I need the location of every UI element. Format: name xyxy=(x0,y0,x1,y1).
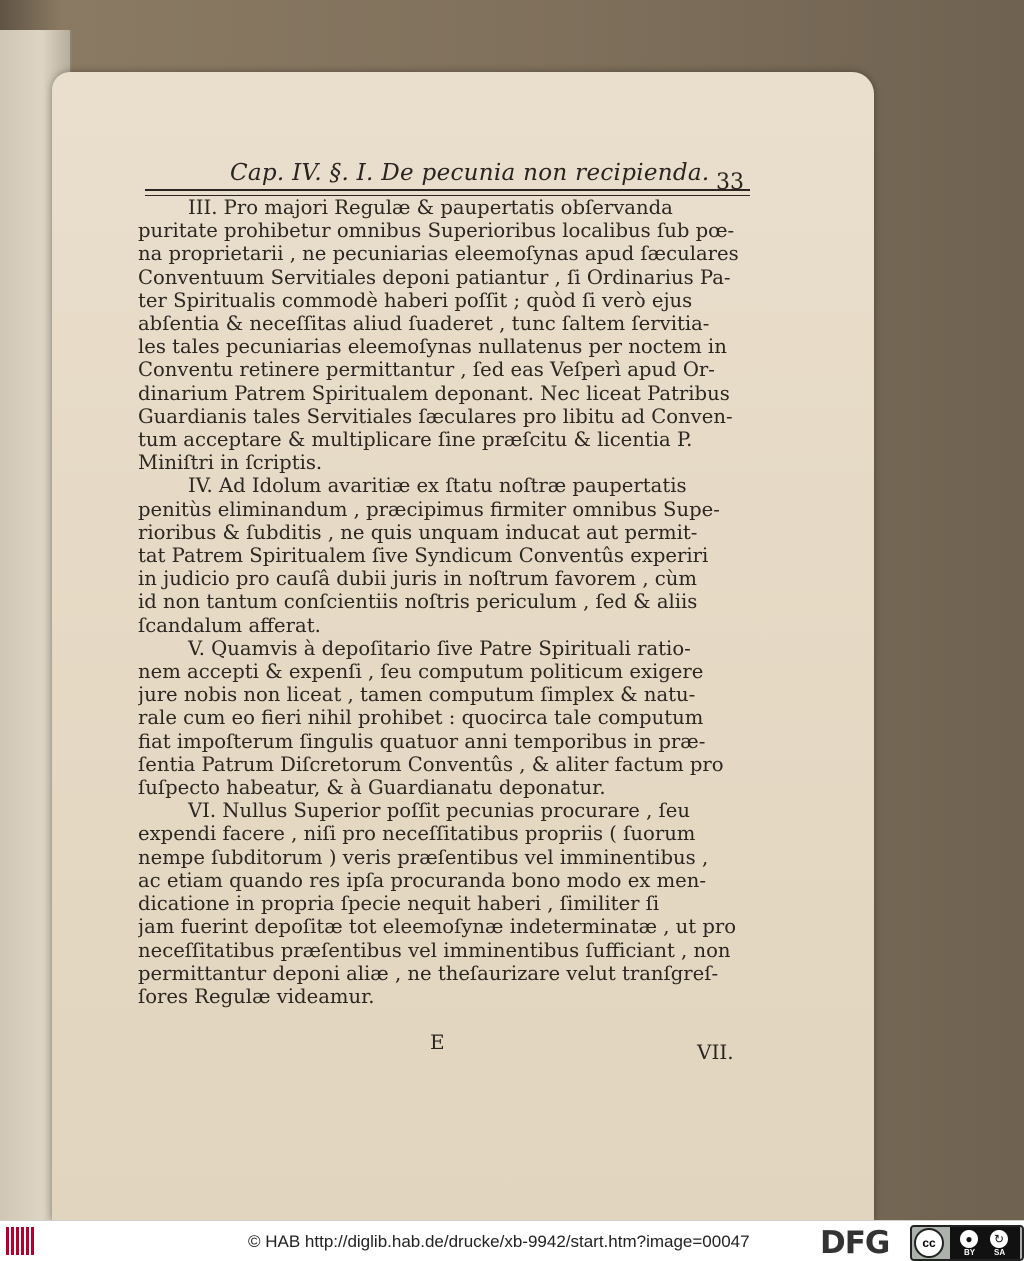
text-line: Conventu retinere permittantur , ſed eas Veſperì apud Or- xyxy=(138,358,715,382)
text-line: ſcandalum afferat. xyxy=(138,613,321,637)
text-line: rioribus & ſubditis , ne quis unquam inducat aut permit- xyxy=(138,520,698,544)
text-line: nem accepti & expenſi , ſeu computum politicum exigere xyxy=(138,660,704,684)
text-line: ſuſpecto habeatur, & à Guardianatu deponatur. xyxy=(138,776,606,800)
text-line: tat Patrem Spiritualem ſive Syndicum Conventûs experiri xyxy=(138,544,709,568)
header-rule xyxy=(145,189,750,196)
text-line: V. Quamvis à depoſitario ſive Patre Spirituali ratio- xyxy=(188,636,691,660)
text-line: id non tantum conſcientiis noſtris periculum , ſed & aliis xyxy=(138,590,698,614)
text-line: puritate prohibetur omnibus Superioribus localibus ſub pœ- xyxy=(138,219,735,243)
by-label: BY xyxy=(964,1248,976,1257)
paragraph-VI xyxy=(138,799,760,1008)
sa-label: SA xyxy=(994,1248,1006,1257)
text-line: jam fuerint depoſitæ tot eleemoſynæ indeterminatæ , ut pro xyxy=(138,915,737,939)
text-line: penitùs eliminandum , præcipimus firmiter omnibus Supe- xyxy=(138,497,720,521)
signature-mark: E xyxy=(430,1030,445,1054)
catchword: VII. xyxy=(697,1040,734,1064)
text-line: Conventuum Servitiales deponi patiantur , ſi Ordinarius Pa- xyxy=(138,265,731,289)
by-attribution-icon: ● xyxy=(960,1230,978,1248)
text-line: abſentia & neceſſitas aliud ſuaderet , tunc ſaltem ſervitia- xyxy=(138,312,710,336)
text-line: VI. Nullus Superior poſſit pecunias procurare , ſeu xyxy=(188,799,691,823)
text-line: ac etiam quando res ipſa procuranda bono modo ex men- xyxy=(138,868,706,892)
cc-license-badge[interactable] xyxy=(910,1225,1024,1261)
paragraph-III xyxy=(138,196,760,474)
hab-logo-icon[interactable] xyxy=(6,1227,36,1255)
copyright-link[interactable]: © HAB http://diglib.hab.de/drucke/xb-9942/start.htm?image=00047 xyxy=(248,1232,750,1251)
text-line: rale cum eo fieri nihil prohibet : quocirca tale computum xyxy=(138,706,704,730)
running-header: Cap. IV. §. I. De pecunia non recipienda. xyxy=(230,160,710,186)
text-line: tum acceptare & multiplicare ſine præſcitu & licentia P. xyxy=(138,428,693,452)
dfg-logo[interactable]: DFG xyxy=(820,1225,890,1261)
cc-license-panel xyxy=(950,1227,1020,1259)
cc-icon: cc xyxy=(914,1228,944,1258)
text-line: jure nobis non liceat , tamen computum ſimplex & natu- xyxy=(138,683,696,707)
text-line: III. Pro majori Regulæ & paupertatis obſervanda xyxy=(188,196,673,219)
text-line: in judicio pro cauſâ dubii juris in noſtrum favorem , cùm xyxy=(138,567,697,591)
text-line: permittantur deponi aliæ , ne theſaurizare velut tranſgreſ- xyxy=(138,961,719,985)
paragraph-IV xyxy=(138,474,760,636)
text-line: fiat impoſterum ſingulis quatuor anni temporibus in præ- xyxy=(138,729,706,753)
previous-page-bleed-through xyxy=(4,180,32,1080)
body-text xyxy=(138,196,760,1008)
text-line: ſores Regulæ videamur. xyxy=(138,984,375,1008)
text-line: dicatione in propria ſpecie nequit haberi , ſimiliter ſi xyxy=(138,892,660,916)
text-line: nempe ſubditorum ) veris præſentibus vel imminentibus , xyxy=(138,845,709,869)
text-line: expendi facere , niſi pro neceſſitatibus propriis ( ſuorum xyxy=(138,822,696,846)
text-line: Miniſtri in ſcriptis. xyxy=(138,451,323,475)
text-line: Guardianis tales Servitiales ſæculares pro libitu ad Conven- xyxy=(138,404,733,428)
paragraph-V xyxy=(138,637,760,799)
text-line: IV. Ad Idolum avaritiæ ex ſtatu noſtræ paupertatis xyxy=(188,474,687,498)
text-line: dinarium Patrem Spiritualem deponant. Nec liceat Patribus xyxy=(138,381,730,405)
share-alike-icon: ↻ xyxy=(990,1230,1008,1248)
text-line: ter Spiritualis commodè haberi poſſit ; quòd ſi verò ejus xyxy=(138,288,693,312)
page-number: 33 xyxy=(716,170,744,195)
text-line: na proprietarii , ne pecuniarias eleemoſynas apud ſæculares xyxy=(138,242,739,266)
text-line: neceſſitatibus præſentibus vel imminentibus ſufficiant , non xyxy=(138,938,731,962)
text-line: ſentia Patrum Diſcretorum Conventûs , & aliter factum pro xyxy=(138,752,724,776)
footer-bar xyxy=(0,1220,1024,1261)
text-line: les tales pecuniarias eleemoſynas nullatenus per noctem in xyxy=(138,335,727,359)
